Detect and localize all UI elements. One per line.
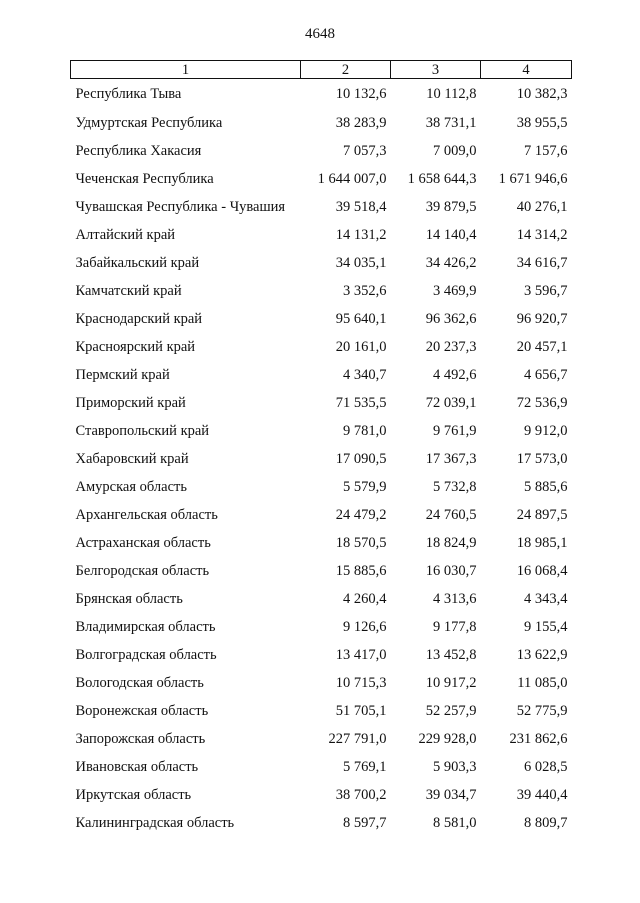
value-col-2-cell: 15 885,6 — [335, 563, 387, 579]
value-col-2-cell: 95 640,1 — [335, 311, 387, 327]
value-col-2-cell: 8 597,7 — [343, 815, 387, 831]
value-col-3-cell: 229 928,0 — [418, 731, 477, 747]
value-col-4-cell: 231 862,6 — [509, 731, 568, 747]
table-row — [71, 557, 572, 585]
table-row — [71, 389, 572, 417]
value-col-2-cell: 24 479,2 — [335, 507, 387, 523]
region-name-cell: Запорожская область — [75, 731, 206, 747]
region-name-cell: Республика Хакасия — [75, 143, 202, 159]
value-col-4-cell: 96 920,7 — [516, 311, 568, 327]
region-name-cell: Белгородская область — [75, 563, 210, 579]
table-row — [71, 165, 572, 193]
table-row — [71, 277, 572, 305]
value-col-4-cell: 40 276,1 — [516, 199, 568, 215]
value-col-4-cell: 7 157,6 — [524, 143, 568, 159]
region-name-cell: Ставропольский край — [75, 423, 210, 439]
value-col-2-cell: 5 769,1 — [343, 759, 387, 775]
value-col-3-cell: 38 731,1 — [425, 115, 477, 131]
region-name-cell: Волгоградская область — [75, 647, 217, 663]
value-col-3-cell: 3 469,9 — [433, 283, 477, 299]
table-row — [71, 697, 572, 725]
region-name-cell: Калининградская область — [75, 815, 235, 831]
table-row — [71, 725, 572, 753]
region-name-cell: Чувашская Республика - Чувашия — [75, 199, 286, 215]
value-col-4-cell: 9 155,4 — [524, 619, 568, 635]
value-col-3-cell: 5 903,3 — [433, 759, 477, 775]
value-col-4-cell: 4 343,4 — [524, 591, 568, 607]
table-row — [71, 79, 572, 110]
value-col-4-cell: 17 573,0 — [516, 451, 568, 467]
table-row — [71, 305, 572, 333]
value-col-4-cell: 4 656,7 — [524, 367, 568, 383]
header-col-4: 4 — [481, 61, 572, 79]
region-name-cell: Архангельская область — [75, 507, 218, 523]
value-col-2-cell: 13 417,0 — [335, 647, 387, 663]
value-col-4-cell: 5 885,6 — [524, 479, 568, 495]
region-name-cell: Ивановская область — [75, 759, 199, 775]
table-row — [71, 137, 572, 165]
value-col-2-cell: 5 579,9 — [343, 479, 387, 495]
value-col-2-cell: 9 126,6 — [343, 619, 387, 635]
value-col-2-cell: 39 518,4 — [335, 199, 387, 215]
value-col-3-cell: 24 760,5 — [425, 507, 477, 523]
value-col-4-cell: 18 985,1 — [516, 535, 568, 551]
value-col-2-cell: 10 715,3 — [335, 675, 387, 691]
value-col-4-cell: 13 622,9 — [516, 647, 568, 663]
data-table — [70, 60, 572, 837]
value-col-3-cell: 9 177,8 — [433, 619, 477, 635]
table-header — [71, 61, 572, 79]
value-col-2-cell: 7 057,3 — [343, 143, 387, 159]
value-col-3-cell: 39 879,5 — [425, 199, 477, 215]
value-col-3-cell: 5 732,8 — [433, 479, 477, 495]
value-col-3-cell: 1 658 644,3 — [407, 171, 477, 187]
table-row — [71, 109, 572, 137]
value-col-2-cell: 10 132,6 — [335, 86, 387, 102]
value-col-4-cell: 8 809,7 — [524, 815, 568, 831]
table-row — [71, 585, 572, 613]
header-row — [71, 61, 572, 79]
region-name-cell: Алтайский край — [75, 227, 176, 243]
region-name-cell: Брянская область — [75, 591, 183, 607]
value-col-2-cell: 14 131,2 — [335, 227, 387, 243]
value-col-3-cell: 52 257,9 — [425, 703, 477, 719]
table-row — [71, 193, 572, 221]
value-col-2-cell: 3 352,6 — [343, 283, 387, 299]
value-col-4-cell: 24 897,5 — [516, 507, 568, 523]
value-col-2-cell: 38 283,9 — [335, 115, 387, 131]
value-col-2-cell: 17 090,5 — [335, 451, 387, 467]
region-name-cell: Владимирская область — [75, 619, 216, 635]
table-row — [71, 221, 572, 249]
value-col-3-cell: 4 313,6 — [433, 591, 477, 607]
table-row — [71, 417, 572, 445]
region-name-cell: Красноярский край — [75, 339, 196, 355]
value-col-2-cell: 9 781,0 — [343, 423, 387, 439]
value-col-2-cell: 4 340,7 — [343, 367, 387, 383]
value-col-3-cell: 14 140,4 — [425, 227, 477, 243]
value-col-2-cell: 227 791,0 — [328, 731, 387, 747]
header-col-2: 2 — [301, 61, 391, 79]
region-name-cell: Чеченская Республика — [75, 171, 214, 187]
table-row — [71, 809, 572, 837]
value-col-3-cell: 10 112,8 — [426, 86, 477, 102]
table-row — [71, 361, 572, 389]
value-col-3-cell: 96 362,6 — [425, 311, 477, 327]
table-row — [71, 333, 572, 361]
value-col-4-cell: 20 457,1 — [516, 339, 568, 355]
value-col-3-cell: 9 761,9 — [433, 423, 477, 439]
region-name-cell: Удмуртская Республика — [75, 115, 223, 131]
value-col-4-cell: 34 616,7 — [516, 255, 568, 271]
value-col-3-cell: 4 492,6 — [433, 367, 477, 383]
table-row — [71, 473, 572, 501]
value-col-4-cell: 9 912,0 — [524, 423, 568, 439]
table-row — [71, 753, 572, 781]
value-col-3-cell: 34 426,2 — [425, 255, 477, 271]
value-col-3-cell: 8 581,0 — [433, 815, 477, 831]
value-col-4-cell: 16 068,4 — [516, 563, 568, 579]
value-col-2-cell: 51 705,1 — [335, 703, 387, 719]
region-name-cell: Вологодская область — [75, 675, 204, 691]
region-name-cell: Воронежская область — [75, 703, 209, 719]
value-col-3-cell: 13 452,8 — [425, 647, 477, 663]
region-name-cell: Астраханская область — [75, 535, 211, 551]
region-name-cell: Хабаровский край — [75, 451, 189, 467]
table-row — [71, 529, 572, 557]
value-col-3-cell: 72 039,1 — [425, 395, 477, 411]
value-col-3-cell: 20 237,3 — [425, 339, 477, 355]
region-name-cell: Амурская область — [75, 479, 187, 495]
value-col-4-cell: 3 596,7 — [524, 283, 568, 299]
value-col-2-cell: 4 260,4 — [343, 591, 387, 607]
region-name-cell: Пермский край — [75, 367, 170, 383]
table-row — [71, 641, 572, 669]
value-col-4-cell: 52 775,9 — [516, 703, 568, 719]
region-name-cell: Камчатский край — [75, 283, 182, 299]
region-name-cell: Республика Тыва — [75, 86, 182, 102]
value-col-2-cell: 1 644 007,0 — [317, 171, 387, 187]
value-col-3-cell: 17 367,3 — [425, 451, 477, 467]
table-row — [71, 445, 572, 473]
value-col-2-cell: 18 570,5 — [335, 535, 387, 551]
header-col-3: 3 — [391, 61, 481, 79]
value-col-2-cell: 71 535,5 — [335, 395, 387, 411]
header-col-1: 1 — [71, 61, 301, 79]
table-row — [71, 669, 572, 697]
table-row — [71, 249, 572, 277]
page-number: 4648 — [305, 26, 335, 42]
value-col-3-cell: 16 030,7 — [425, 563, 477, 579]
table-row — [71, 781, 572, 809]
value-col-4-cell: 72 536,9 — [516, 395, 568, 411]
value-col-3-cell: 39 034,7 — [425, 787, 477, 803]
table-body — [71, 79, 572, 838]
value-col-3-cell: 10 917,2 — [425, 675, 477, 691]
value-col-4-cell: 39 440,4 — [516, 787, 568, 803]
value-col-2-cell: 34 035,1 — [335, 255, 387, 271]
value-col-4-cell: 14 314,2 — [516, 227, 568, 243]
value-col-4-cell: 11 085,0 — [517, 675, 568, 691]
table-row — [71, 501, 572, 529]
value-col-4-cell: 1 671 946,6 — [498, 171, 568, 187]
value-col-3-cell: 18 824,9 — [425, 535, 477, 551]
region-name-cell: Приморский край — [75, 395, 186, 411]
region-name-cell: Забайкальский край — [75, 255, 200, 271]
value-col-3-cell: 7 009,0 — [433, 143, 477, 159]
value-col-4-cell: 38 955,5 — [516, 115, 568, 131]
region-name-cell: Краснодарский край — [75, 311, 203, 327]
table-row — [71, 613, 572, 641]
value-col-4-cell: 6 028,5 — [524, 759, 568, 775]
value-col-2-cell: 20 161,0 — [335, 339, 387, 355]
region-name-cell: Иркутская область — [75, 787, 192, 803]
value-col-4-cell: 10 382,3 — [516, 86, 568, 102]
value-col-2-cell: 38 700,2 — [335, 787, 387, 803]
